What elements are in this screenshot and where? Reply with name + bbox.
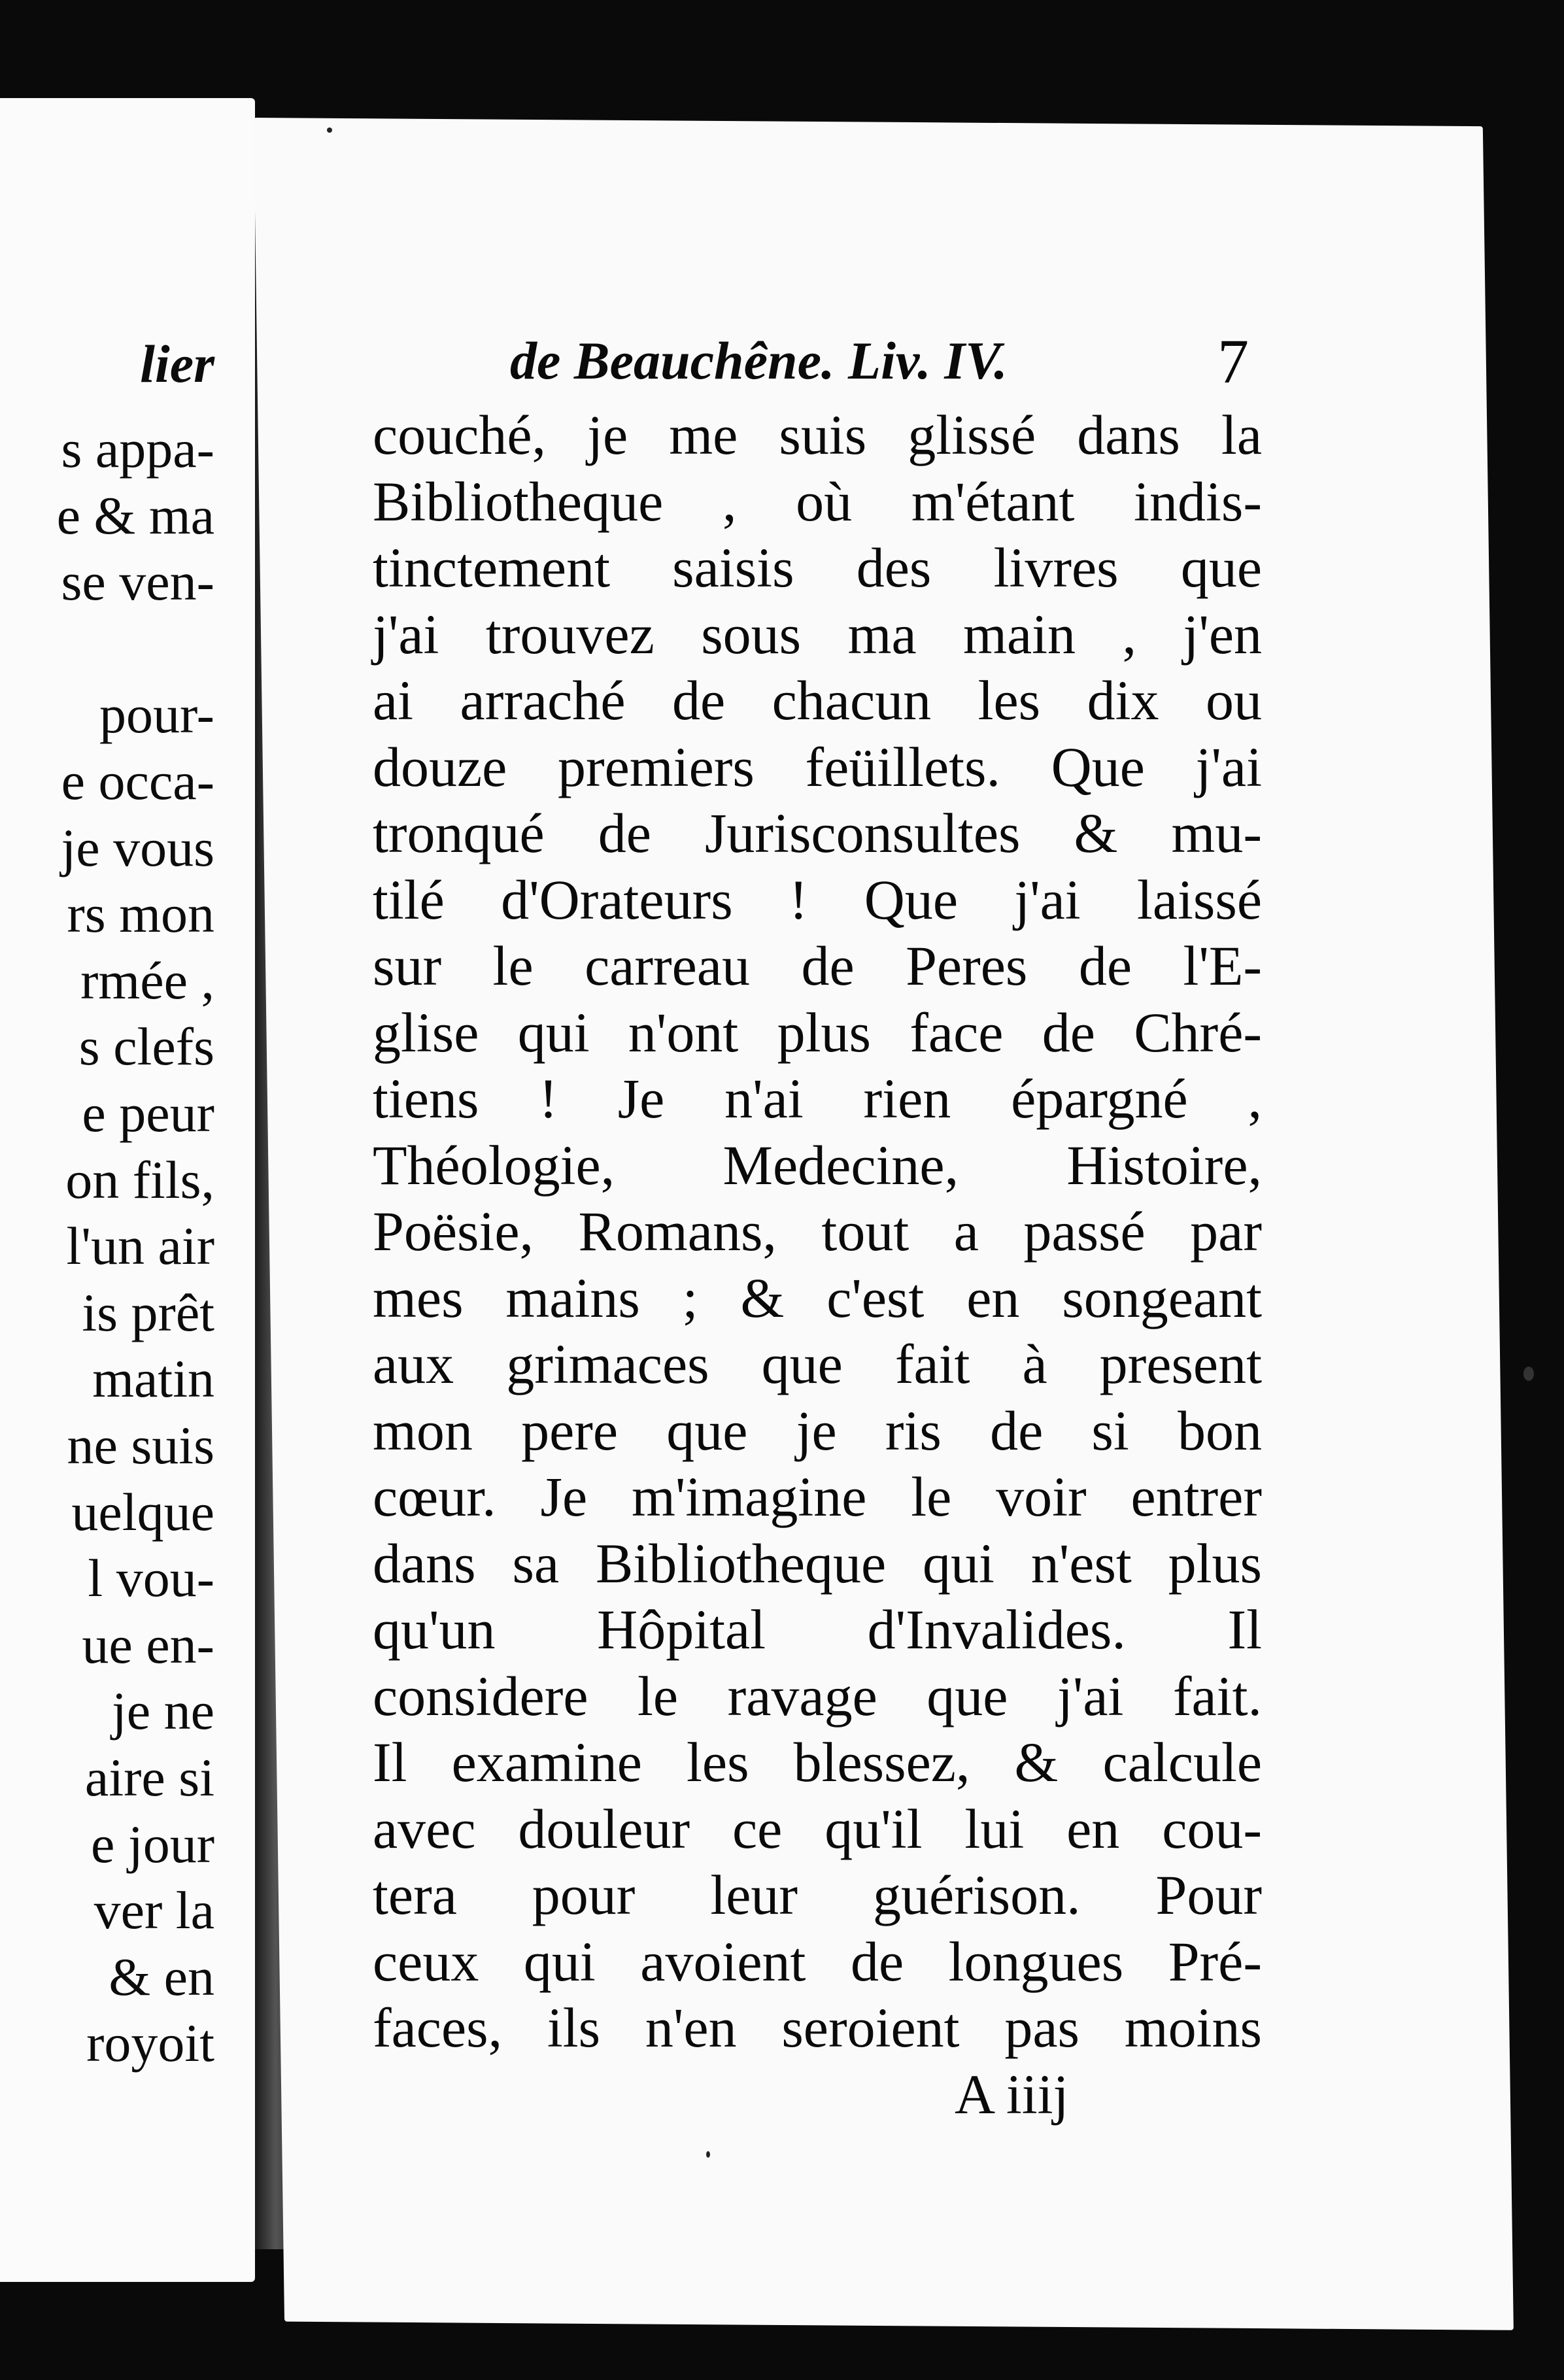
left-page-line: uelque bbox=[71, 1482, 214, 1542]
text-line: qu'un Hôpital d'Invalides. Il bbox=[373, 1598, 1262, 1661]
text-line: j'ai trouvez sous ma main , j'en bbox=[373, 602, 1262, 666]
text-line: cœur. Je m'imagine le voir entrer bbox=[373, 1465, 1262, 1528]
left-page-line: pour- bbox=[99, 685, 214, 745]
text-line: tera pour leur guérison. Pour bbox=[373, 1863, 1262, 1926]
text-line: avec douleur ce qu'il lui en cou- bbox=[373, 1797, 1262, 1860]
left-page-line: on fils, bbox=[65, 1149, 214, 1210]
left-page-line: je vous bbox=[61, 817, 214, 877]
left-page-line: aire si bbox=[84, 1748, 214, 1807]
text-line: mon pere que je ris de si bon bbox=[373, 1399, 1262, 1462]
text-line: couché, je me suis glissé dans la bbox=[373, 403, 1262, 466]
left-page-line: se ven- bbox=[61, 552, 214, 612]
text-line: Poësie, Romans, tout a passé par bbox=[373, 1200, 1262, 1263]
text-line: tilé d'Orateurs ! Que j'ai laissé bbox=[373, 868, 1262, 931]
left-page-line: matin bbox=[92, 1349, 214, 1409]
text-line: Il examine les blessez, & calcule bbox=[373, 1731, 1262, 1794]
ink-speck bbox=[1523, 1367, 1534, 1381]
body-text bbox=[373, 402, 1262, 2062]
page-number: 7 bbox=[1217, 326, 1249, 396]
signature-mark: A iiij bbox=[955, 2062, 1069, 2126]
left-page-line: l'un air bbox=[66, 1216, 214, 1276]
text-line: dans sa Bibliotheque qui n'est plus bbox=[373, 1531, 1262, 1595]
left-running-head-fragment: lier bbox=[140, 334, 214, 394]
left-page-line: s appa- bbox=[61, 419, 214, 479]
left-page-line: e jour bbox=[91, 1814, 214, 1874]
left-page-line: e peur bbox=[82, 1083, 214, 1143]
text-line: considere le ravage que j'ai fait. bbox=[373, 1664, 1262, 1727]
left-page-line: s clefs bbox=[78, 1017, 214, 1077]
text-line: douze premiers feüillets. Que j'ai bbox=[373, 735, 1262, 798]
text-line: ai arraché de chacun les dix ou bbox=[373, 669, 1262, 732]
left-page-line: is prêt bbox=[82, 1282, 214, 1342]
running-head-title: de Beauchêne. Liv. IV. bbox=[510, 331, 1008, 390]
ink-speck bbox=[327, 128, 332, 133]
signature-mark-row bbox=[373, 2062, 1262, 2134]
left-page-line: rmée , bbox=[80, 950, 214, 1010]
left-page-line: l vou- bbox=[88, 1548, 214, 1608]
text-line: tinctement saisis des livres que bbox=[373, 536, 1262, 599]
ink-speck bbox=[706, 2151, 710, 2158]
text-line: ceux qui avoient de longues Pré- bbox=[373, 1930, 1262, 1993]
text-line: tronqué de Jurisconsultes & mu- bbox=[373, 802, 1262, 864]
left-page-line: ver la bbox=[94, 1880, 214, 1941]
text-line: Théologie, Medecine, Histoire, bbox=[373, 1133, 1262, 1197]
left-page-line: e occa- bbox=[61, 751, 214, 811]
text-line: Bibliotheque , où m'étant indis- bbox=[373, 469, 1262, 533]
right-page-text bbox=[373, 326, 1262, 2134]
text-line: sur le carreau de Peres de l'E- bbox=[373, 934, 1262, 997]
left-page-line: & en bbox=[109, 1946, 214, 2007]
left-page-line: rs mon bbox=[67, 884, 214, 944]
text-line: aux grimaces que fait à present bbox=[373, 1333, 1262, 1395]
left-page bbox=[0, 98, 255, 2282]
text-line: faces, ils n'en seroient pas moins bbox=[373, 1996, 1262, 2059]
running-head bbox=[373, 326, 1262, 402]
text-line: mes mains ; & c'est en songeant bbox=[373, 1266, 1262, 1329]
left-page-line: ue en- bbox=[82, 1614, 214, 1674]
left-page-line: ne suis bbox=[67, 1416, 214, 1475]
left-page-line: e & ma bbox=[56, 485, 214, 545]
text-line: tiens ! Je n'ai rien épargné , bbox=[373, 1067, 1262, 1130]
left-page-line: je ne bbox=[111, 1681, 214, 1741]
text-line: glise qui n'ont plus face de Chré- bbox=[373, 1000, 1262, 1064]
left-page-line: royoit bbox=[86, 2013, 214, 2073]
